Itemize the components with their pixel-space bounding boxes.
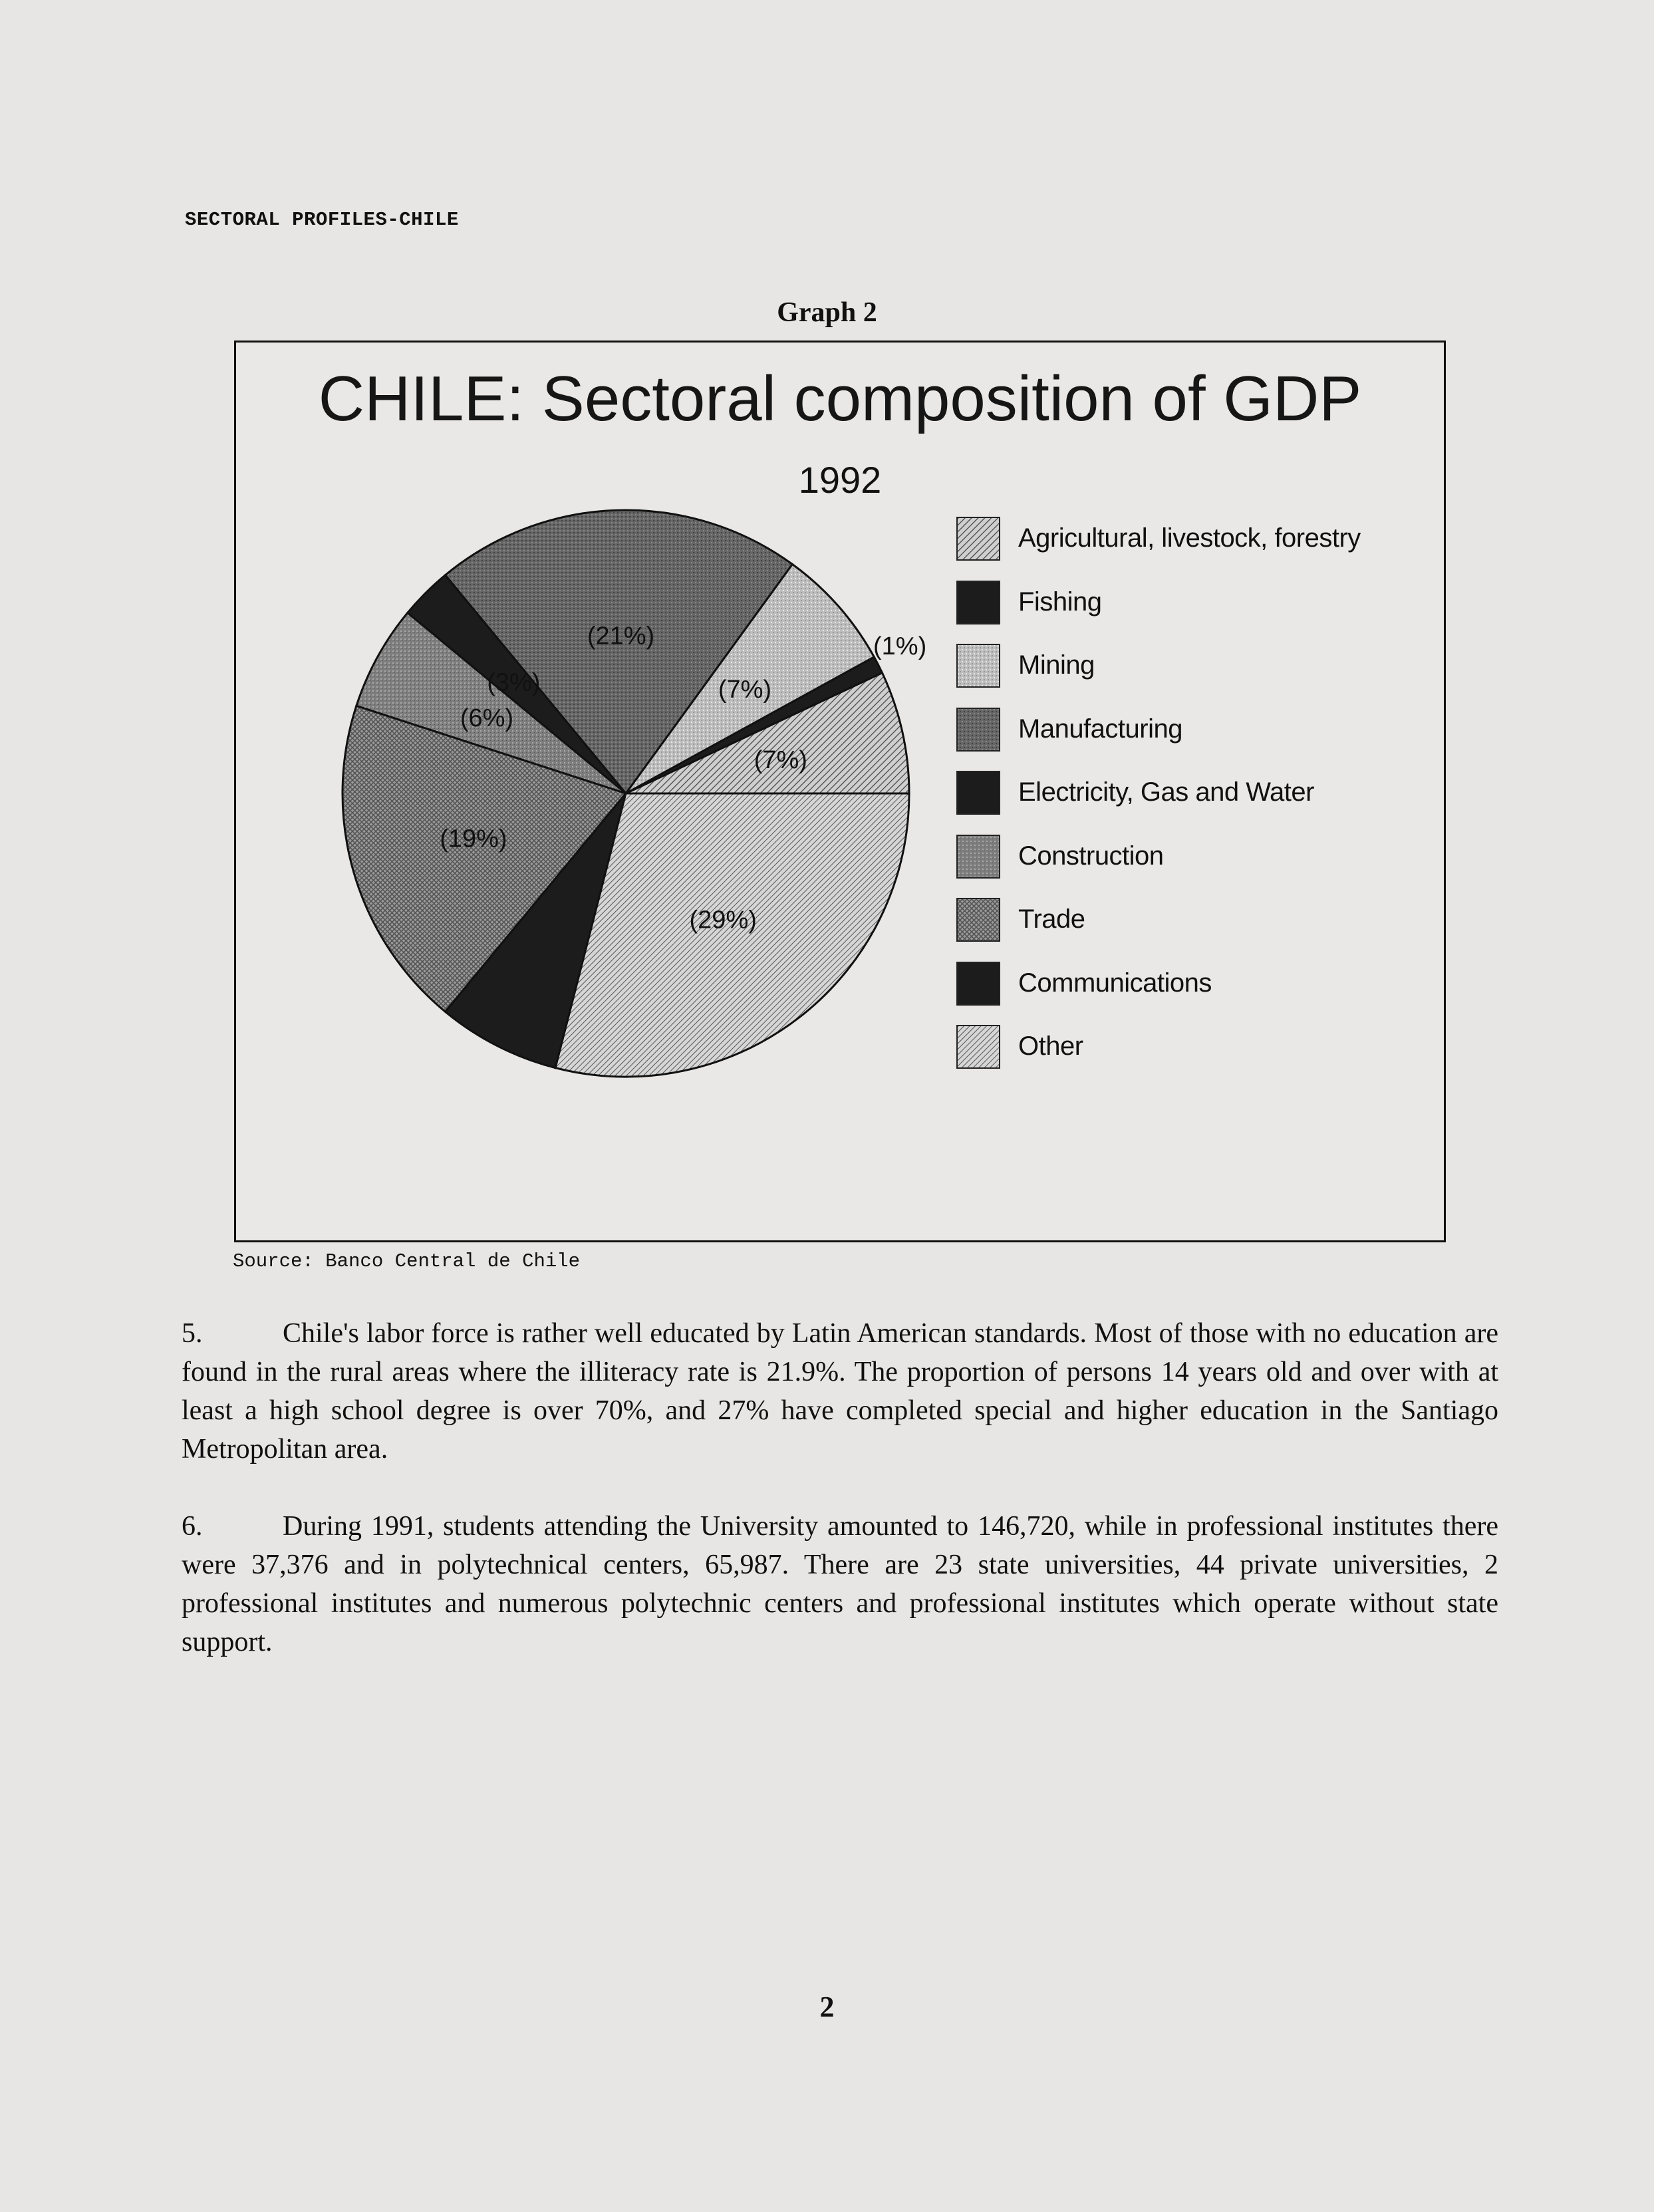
paragraph-text: During 1991, students attending the University amounted to 146,720, while in professional institutes there were 37,376 and in polytechnical centers, 65,987. There are 23 state universities, 44 private universities, 2 professional institutes and numerous polytechnic centers and professional institutes which operate without state support. [182,1511,1498,1657]
legend-swatch [956,708,1000,752]
legend-label: Mining [1018,650,1095,680]
legend-swatch [956,517,1000,561]
legend-swatch [956,835,1000,879]
slice-label-4: (3%) [487,668,541,697]
chart-source: Source: Banco Central de Chile [233,1250,581,1272]
legend-swatch [956,962,1000,1006]
paragraph-number: 5. [182,1318,203,1349]
legend-swatch [956,898,1000,942]
legend-label: Electricity, Gas and Water [1018,777,1314,807]
graph-label: Graph 2 [777,297,877,328]
slice-label-6: (19%) [440,825,507,853]
legend-swatch [956,771,1000,815]
paragraph-text: Chile's labor force is rather well educated by Latin American standards. Most of those with no education are found in the rural areas where the illiteracy rate is 21.9%. The proportion of persons 14 years old and over with at least a high school degree is over 70%, and 27% have completed special and higher education in the Santiago Metropolitan area. [182,1318,1498,1464]
slice-label-0: (7%) [754,746,807,774]
legend-swatch [956,644,1000,688]
legend-label: Agricultural, livestock, forestry [1018,523,1361,553]
slice-label-8: (29%) [689,906,757,934]
chart-title: CHILE: Sectoral composition of GDP [318,363,1362,434]
legend-label: Trade [1018,904,1085,934]
slice-label-3: (21%) [587,622,655,650]
chart-year: 1992 [798,459,882,501]
legend-label: Other [1018,1032,1083,1061]
paragraph-number: 6. [182,1511,203,1542]
legend-label: Manufacturing [1018,714,1182,744]
page-number: 2 [819,1991,835,2023]
legend-label: Construction [1018,841,1164,871]
legend-label: Fishing [1018,587,1102,617]
outside-label-0: (1%) [873,632,927,660]
running-head: SECTORAL PROFILES-CHILE [185,209,459,231]
slice-label-2: (7%) [718,676,772,704]
paragraph-5 [182,1314,1498,1468]
paragraph-6 [182,1507,1498,1661]
legend-swatch [956,581,1000,624]
chart-frame [234,341,1446,1242]
slice-label-5: (6%) [460,704,514,733]
legend-swatch [956,1025,1000,1069]
legend-label: Communications [1018,968,1212,998]
